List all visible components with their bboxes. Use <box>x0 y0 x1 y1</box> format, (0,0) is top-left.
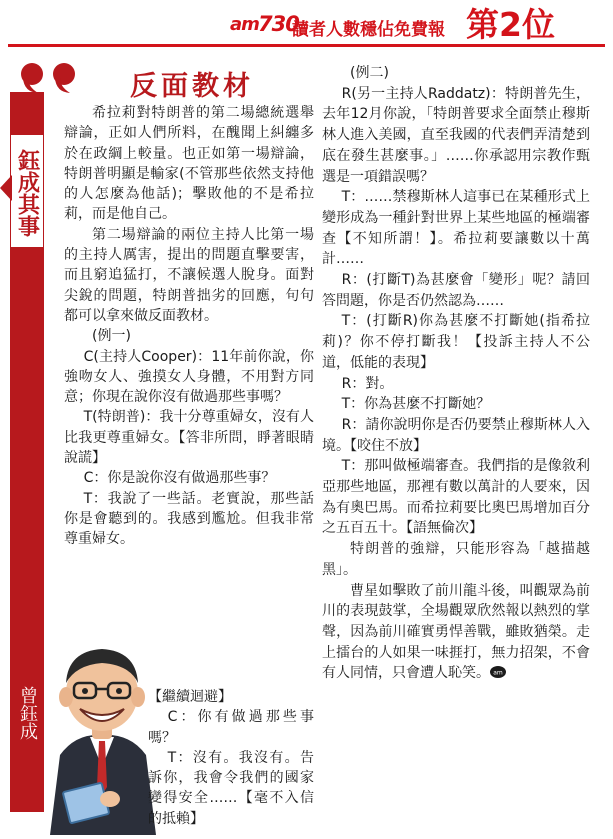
banner-divider <box>8 44 605 47</box>
author-caricature-illustration <box>46 637 158 835</box>
masthead-banner <box>0 0 613 48</box>
dialogue-line: T(特朗普)：我十分尊重婦女，沒有人比我更尊重婦女。【答非所問，睜著眼睛說謊】 <box>64 409 314 467</box>
dialogue-line: R：對。 <box>341 375 394 392</box>
article-column-1-tail <box>148 687 314 829</box>
dialogue-line: 【繼續迴避】 <box>148 689 232 705</box>
paragraph <box>322 581 590 685</box>
dialogue-line: R：(打斷T)為甚麼會「變形」呢？請回答問題，你是否仍然認為…… <box>322 272 590 309</box>
dialogue-line: T：我說了一些話。老實說，那些話你是會聽到的。我感到尷尬。但我非常尊重婦女。 <box>64 490 314 548</box>
dialogue-line: T：沒有。我沒有。告訴你，我會令我們的國家變得安全……【毫不入信的抵賴】 <box>148 749 314 827</box>
dialogue-line: T：……禁穆斯林人這事已在某種形式上變形成為一種針對世界上某些地區的極端審查【不知所謂！】。希拉莉要讓數以十萬計…… <box>322 189 590 268</box>
banner-slogan: 讀者人數穩佔免費報 <box>292 20 445 40</box>
dialogue-line: T：(打斷R)你為甚麼不打斷她(指希拉莉)？你不停打斷我！【投訴主持人不公道，低能的表現】 <box>322 313 590 371</box>
dialogue-line: R(另一主持人Raddatz)：特朗普先生，去年12月你說，「特朗普要求全面禁止穆斯林人進入美國，直至我國的代表們弄清楚到底在發生甚麼事。」……你承認用宗教作甄選是一項錯誤嗎？ <box>322 85 590 185</box>
example-label: (例一) <box>92 328 131 345</box>
dialogue-line: C：你是說你沒有做過那些事？ <box>83 470 276 487</box>
banner-rank: 第2位 <box>466 5 555 44</box>
paragraph: 特朗普的強辯，只能形容為「越描越黑」。 <box>322 541 590 578</box>
author-name: 曾鈺成 <box>17 686 38 740</box>
dialogue-line: T：你為甚麼不打斷她？ <box>341 396 491 413</box>
am730-end-mark-icon <box>490 666 506 678</box>
article-title: 反面教材 <box>130 71 254 102</box>
closing-text: 曹星如擊敗了前川龍斗後，叫觀眾為前川的表現鼓掌，全場觀眾欣然報以熱烈的掌聲，因為前川確實勇悍善戰，雖敗猶榮。走上擂台的人如果一味捱打，無力招架，不會有人同情，只會遭人恥笑。 <box>322 582 590 682</box>
column-name: 鈺成其事 <box>14 149 40 237</box>
dialogue-line: C：你有做過那些事嗎？ <box>148 709 314 746</box>
dialogue-line: C(主持人Cooper)：11年前你說，你強吻女人、強摸女人身體，不用對方同意；你現在說你沒有做過那些事嗎？ <box>64 348 314 406</box>
paragraph: 希拉莉對特朗普的第二場總統選舉辯論，正如人們所料，在醜聞上糾纏多於在政綱上較量。也正如第一場辯論，特朗普明顯是輸家(不管那些依然支持他的人怎麼為他話)；擊敗他的不是希拉莉，而是他自己。 <box>64 105 314 223</box>
article-column-2 <box>322 63 590 684</box>
paragraph: 第二場辯論的兩位主持人比第一場的主持人厲害，提出的問題直擊要害，而且窮追猛打，不讓候選人脫身。面對尖銳的問題，特朗普拙劣的回應，句句都可以拿來做反面教材。 <box>64 226 314 324</box>
am730-logo-am: am <box>230 14 259 35</box>
article-column-1 <box>64 103 314 550</box>
quote-mark-icon <box>14 60 86 94</box>
dialogue-line: T：那叫做極端審查。我們指的是像敘利亞那些地區，那裡有數以萬計的人要來，因為有奧巴馬。而希拉莉要比奧巴馬增加百分之五百五十。【語無倫次】 <box>322 458 590 537</box>
dialogue-line: R：請你說明你是否仍要禁止穆斯林人入境。【咬住不放】 <box>322 416 590 454</box>
svg-text:am: am <box>493 669 503 677</box>
am730-logo-number: 730 <box>258 12 299 36</box>
tab-arrow-icon <box>0 175 12 201</box>
example-label: (例二) <box>350 65 389 81</box>
